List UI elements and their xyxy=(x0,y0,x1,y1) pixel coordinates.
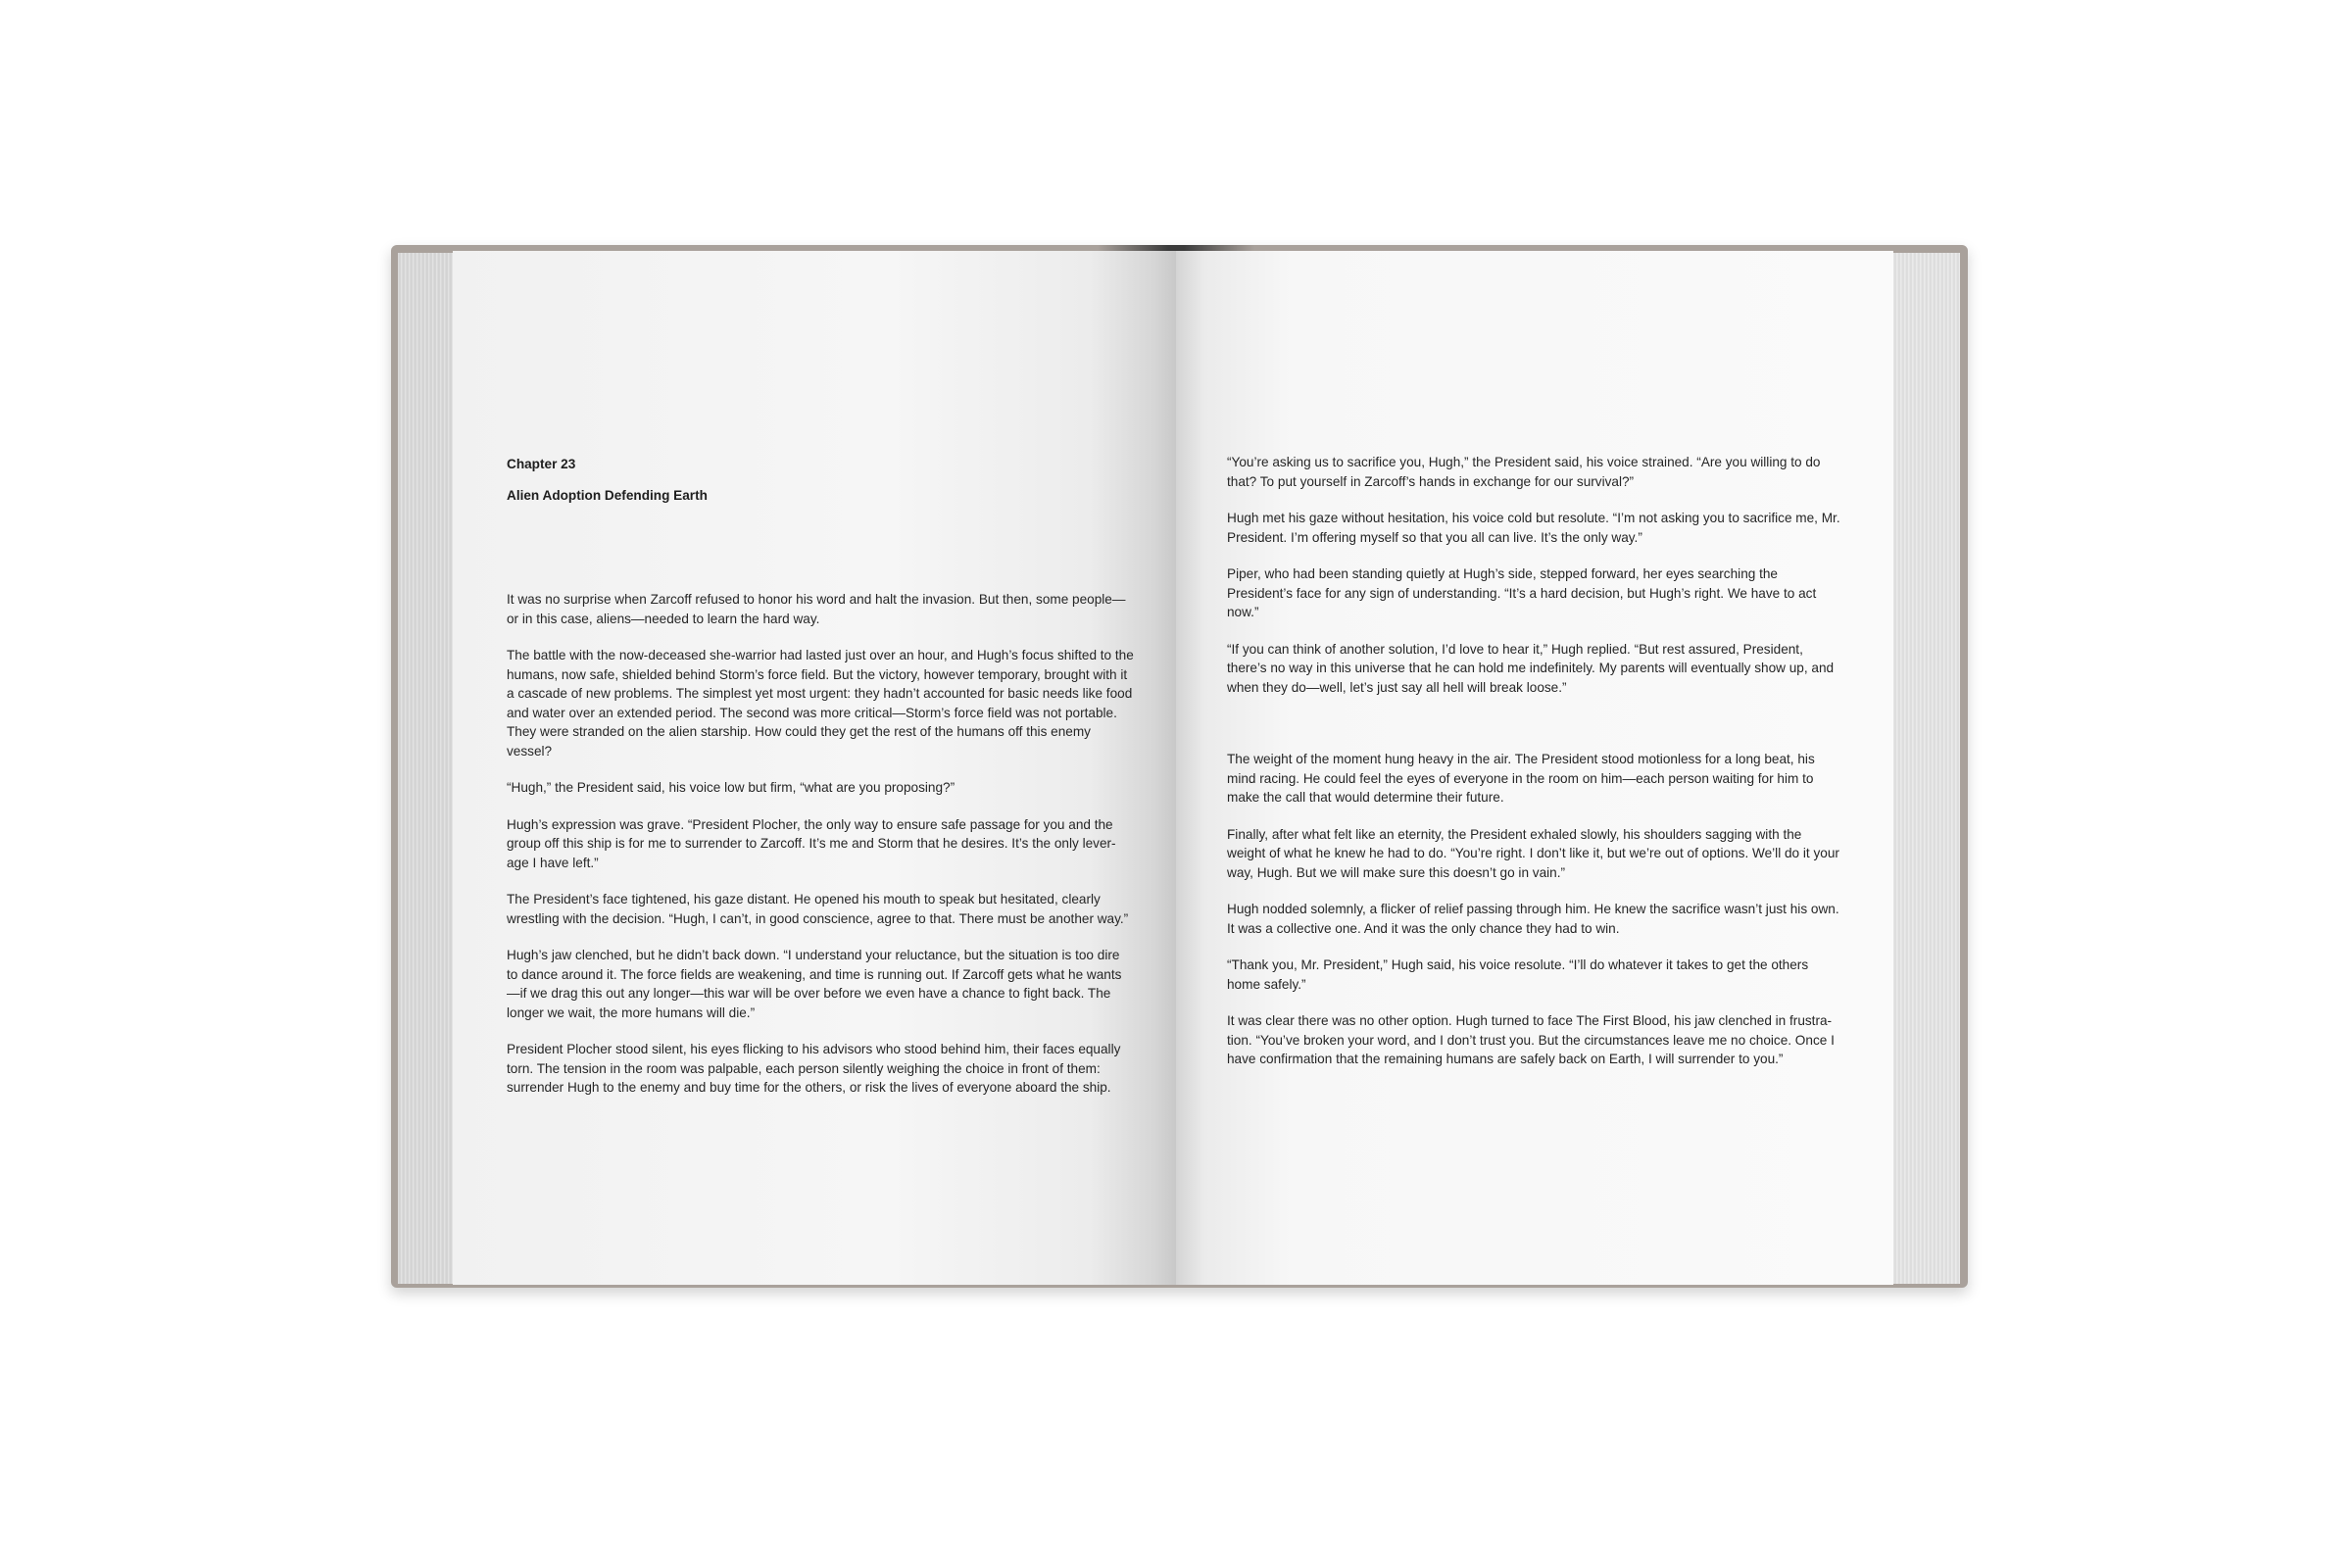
paragraph: “Thank you, Mr. President,” Hugh said, his voice resolute. “I’ll do whatever it takes to get the others home safely.” xyxy=(1227,957,1809,992)
paragraph: The weight of the moment hung heavy in the air. The President stood motionless for a long beat, his mind racing. He could feel the eyes of everyone in the room on him—each person waiting for him to make the call that would determine their future. xyxy=(1227,752,1815,805)
left-page-body xyxy=(507,590,1134,1115)
section-break xyxy=(1227,714,1842,750)
paragraph: Piper, who had been standing quietly at Hugh’s side, stepped forward, her eyes searching the President’s face for any sign of understanding. “It’s a hard decision, but Hugh’s right. We have to act now.” xyxy=(1227,566,1817,619)
left-page xyxy=(453,251,1176,1285)
right-page-edges xyxy=(1893,253,1960,1284)
paragraph: “Hugh,” the President said, his voice low but firm, “what are you proposing?” xyxy=(507,780,956,795)
paragraph: Hugh’s jaw clenched, but he didn’t back down. “I understand your reluctance, but the situation is too dire to dance around it. The force fields are weakening, and time is running out. If Zarcoff gets what he wants—if we drag this out any longer—this war will be over before we even have a chance to fight back. The longer we wait, the more humans will die.” xyxy=(507,948,1122,1020)
right-page xyxy=(1176,251,1893,1285)
paragraph: “If you can think of another solution, I’d love to hear it,” Hugh replied. “But rest assured, President, there’s no way in this universe that he can hold me indefinitely. My parents will eventually show up, and when they do—well, let’s just say all hell will break loose.” xyxy=(1227,641,1835,695)
paragraph: President Plocher stood silent, his eyes flicking to his advisors who stood behind him, their faces equally torn. The tension in the room was palpable, each person silently weighing the choice in front of them: surrender Hugh to the enemy and buy time for the others, or risk the lives of everyone aboard the ship. xyxy=(507,1042,1121,1095)
chapter-number: Chapter 23 xyxy=(507,457,576,471)
chapter-title: Alien Adoption Defending Earth xyxy=(507,488,708,503)
paragraph: Hugh nodded solemnly, a flicker of relief passing through him. He knew the sacrifice wasn’t just his own. It was a collective one. And it was the only chance they had to win. xyxy=(1227,902,1839,936)
paragraph: It was clear there was no other option. Hugh turned to face The First Blood, his jaw clenched in frustra-tion. “You’ve broken your word, and I don’t trust you. But the circumstances leave me no choice. Once I have confirmation that the remaining humans are safely back on Earth, I will surrender to you.” xyxy=(1227,1013,1835,1066)
paragraph: The President’s face tightened, his gaze distant. He opened his mouth to speak but hesitated, clearly wrestling with the decision. “Hugh, I can’t, in good conscience, agree to that. There must be another way.” xyxy=(507,892,1129,926)
paragraph: It was no surprise when Zarcoff refused to honor his word and halt the invasion. But then, some people—or in this case, aliens—needed to learn the hard way. xyxy=(507,592,1126,626)
left-page-edges xyxy=(398,253,455,1284)
right-page-body xyxy=(1227,453,1842,1087)
paragraph: Hugh met his gaze without hesitation, his voice cold but resolute. “I’m not asking you to sacrifice me, Mr. President. I’m offering myself so that you all can live. It’s the only way.” xyxy=(1227,511,1840,545)
paragraph: Hugh’s expression was grave. “President Plocher, the only way to ensure safe passage for you and the group off this ship is for me to surrender to Zarcoff. It’s me and Storm that he desires. It’s the only lever-age I have left.” xyxy=(507,816,1116,870)
paragraph: Finally, after what felt like an eternity, the President exhaled slowly, his shoulders sagging with the weight of what he knew he had to do. “You’re right. I don’t like it, but we’re out of options. We’ll do it your way, Hugh. But we will make sure this doesn’t go in vain.” xyxy=(1227,826,1839,880)
paragraph: The battle with the now-deceased she-warrior had lasted just over an hour, and Hugh’s focus shifted to the humans, now safe, shielded behind Storm’s force field. But the victory, however temporary, brought with it a cascade of new problems. The simplest yet most urgent: they hadn’t accounted for basic needs like food and water over an extended period. The second was more critical—Storm’s force field was not portable. They were stranded on the alien starship. How could they get the rest of the humans off this enemy vessel? xyxy=(507,648,1134,759)
paragraph: “You’re asking us to sacrifice you, Hugh,” the President said, his voice strained. “Are you willing to do that? To put yourself in Zarcoff’s hands in exchange for our survival?” xyxy=(1227,455,1821,489)
